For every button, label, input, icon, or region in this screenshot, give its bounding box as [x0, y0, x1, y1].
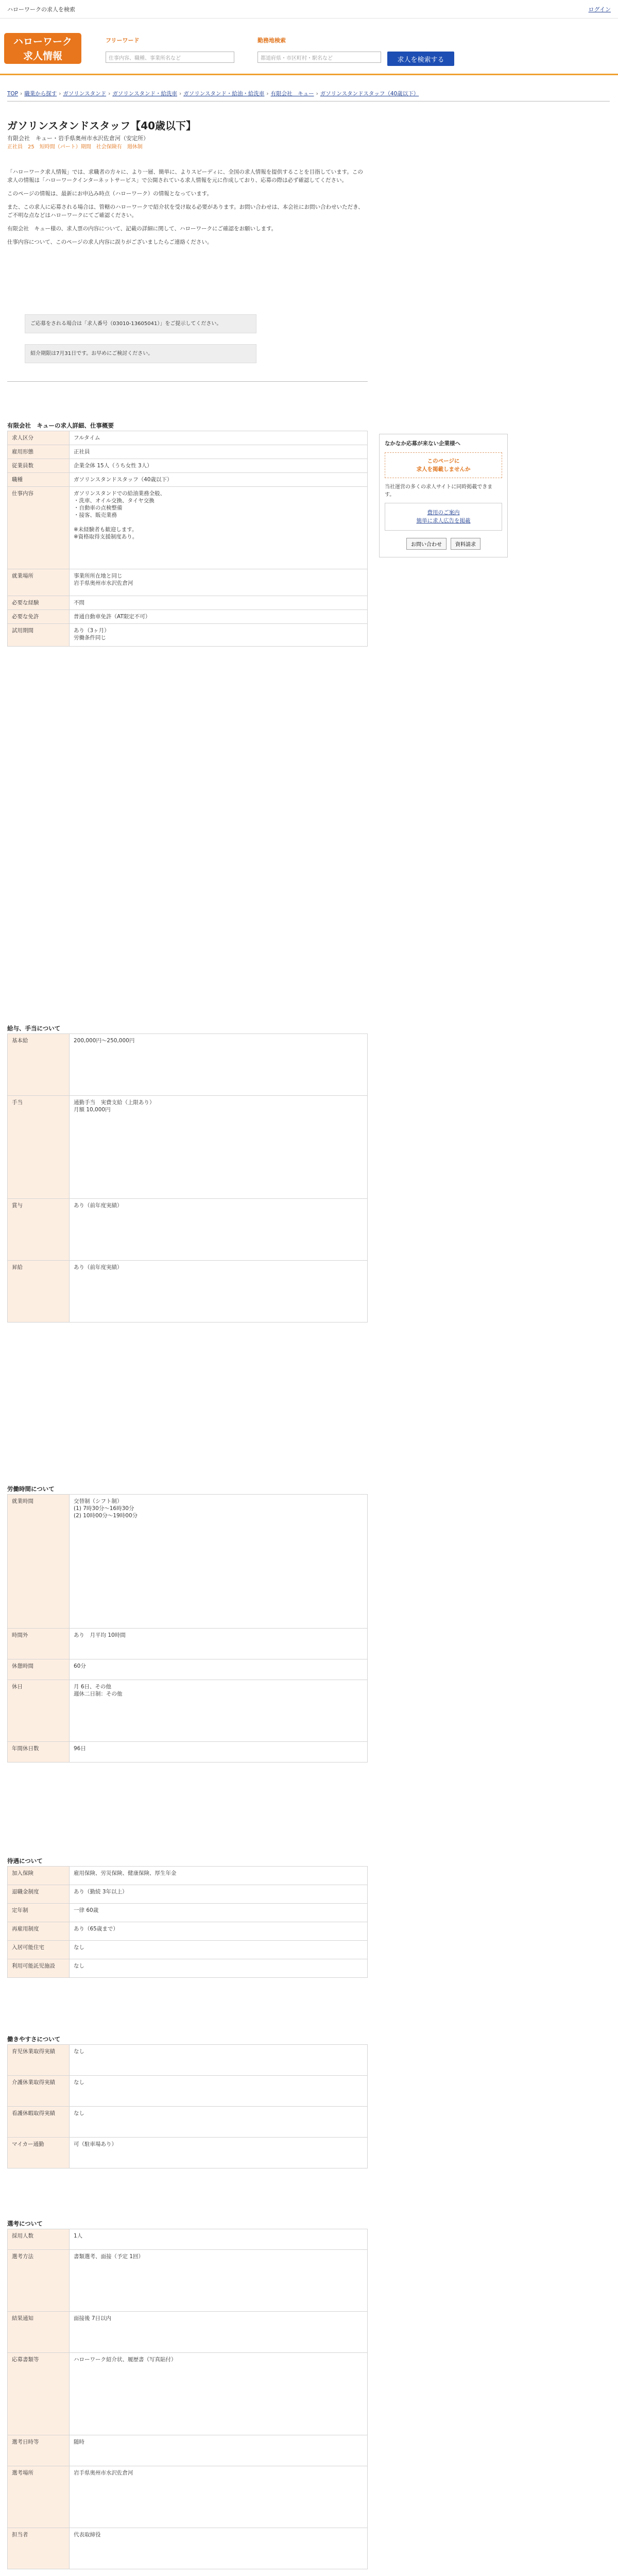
- row-label: 看護休暇取得実績: [8, 2107, 70, 2138]
- job-meta: 正社員 25 短時間（パート）期間 社会保険有 週休制: [7, 144, 143, 150]
- row-value: 岩手県奥州市水沢佐倉河: [70, 2466, 368, 2528]
- row-value: 事業所所在地と同じ 岩手県奥州市水沢佐倉河: [70, 569, 368, 596]
- breadcrumb-link[interactable]: ガソリンスタンド・給洗車: [112, 91, 177, 97]
- table-row: [8, 2229, 368, 2250]
- table-row: [8, 1261, 368, 1323]
- row-label: マイカー通勤: [8, 2138, 70, 2168]
- row-label: 雇用形態: [8, 445, 70, 459]
- row-label: 休日: [8, 1680, 70, 1742]
- section-title-3: 労働時間について: [7, 1485, 55, 1493]
- table-row: [8, 1742, 368, 1762]
- side-offer: このページに 求人を掲載しませんか: [385, 452, 502, 478]
- side-title: なかなか応募が来ない企業様へ: [385, 440, 460, 447]
- intro-paragraph: 「ハローワーク求人情報」では、求職者の方々に、より一層、簡単に、よりスピーディに、全国の求人情報を提供することを目指しています。この求人の情報は「ハローワークインターネットサービス」で公開されている求人情報を元に作成しており、応募の際は必ず確認してください。: [7, 169, 363, 183]
- row-label: 必要な免許: [8, 610, 70, 624]
- post-link[interactable]: 簡単に求人広告を掲載: [416, 518, 471, 524]
- breadcrumb-separator: ›: [179, 91, 182, 97]
- row-label: 昇給: [8, 1261, 70, 1323]
- row-label: 仕事内容: [8, 487, 70, 569]
- header: [0, 19, 618, 75]
- row-value: 可（駐車場あり）: [70, 2138, 368, 2168]
- breadcrumb-separator: ›: [108, 91, 111, 97]
- row-value: ガソリンスタンドスタッフ（40歳以下）: [70, 473, 368, 487]
- row-label: 手当: [8, 1096, 70, 1199]
- row-value: 通勤手当 実費支給（上限あり） 月額 10,000円: [70, 1096, 368, 1199]
- row-label: 定年制: [8, 1904, 70, 1922]
- table-row: [8, 1941, 368, 1959]
- breadcrumb-link[interactable]: 職業から探す: [24, 91, 57, 97]
- table-row: [8, 1034, 368, 1096]
- row-label: 選考日時等: [8, 2435, 70, 2466]
- table-row: [8, 2076, 368, 2107]
- row-label: 担当者: [8, 2528, 70, 2569]
- breadcrumb-link[interactable]: TOP: [7, 91, 19, 97]
- location-label: 勤務地検索: [258, 37, 286, 44]
- row-label: 必要な経験: [8, 596, 70, 610]
- row-label: 入居可能住宅: [8, 1941, 70, 1959]
- table-row: [8, 1495, 368, 1629]
- row-label: 時間外: [8, 1629, 70, 1659]
- section-title-5: 働きやすさについて: [7, 2036, 61, 2043]
- table-row: [8, 1199, 368, 1261]
- intro-text: [7, 168, 368, 251]
- row-label: 採用人数: [8, 2229, 70, 2250]
- table-row: [8, 1959, 368, 1978]
- table-row: [8, 2353, 368, 2435]
- table-row: [8, 2138, 368, 2168]
- section-title-6: 選考について: [7, 2220, 43, 2227]
- worklife-table: [7, 2044, 368, 2168]
- section-title-2: 給与、手当について: [7, 1025, 61, 1032]
- table-row: [8, 459, 368, 473]
- intro-paragraph: 有限会社 キュー様の、求人票の内容について、記載の詳細に関して、ハローワークにご確認をお願いします。: [7, 226, 277, 232]
- breadcrumb-separator: ›: [316, 91, 318, 97]
- table-row: [8, 2312, 368, 2353]
- keyword-input[interactable]: 仕事内容、職種、事業所名など: [106, 52, 234, 63]
- row-value: 月 6日、その他 週休二日制：その他: [70, 1680, 368, 1742]
- breadcrumb-link[interactable]: ガソリンスタンド・給油・給洗車: [183, 91, 265, 97]
- row-value: 書類選考、面接（予定 1回）: [70, 2250, 368, 2312]
- row-value: 不問: [70, 596, 368, 610]
- row-label: 求人区分: [8, 431, 70, 445]
- row-value: あり（65歳まで）: [70, 1922, 368, 1941]
- selection-table: [7, 2229, 368, 2569]
- row-value: 企業全体 15人（うち女性 3人）: [70, 459, 368, 473]
- row-label: 加入保険: [8, 1867, 70, 1885]
- row-value: あり（前年度実績）: [70, 1199, 368, 1261]
- side-links: [385, 503, 502, 531]
- table-row: [8, 2045, 368, 2076]
- table-row: [8, 1629, 368, 1659]
- table-row: [8, 445, 368, 459]
- row-value: 面接後 7日以内: [70, 2312, 368, 2353]
- table-row: [8, 2250, 368, 2312]
- table-row: [8, 2528, 368, 2569]
- logo-line1: ハローワーク: [13, 36, 72, 47]
- row-label: 試用期間: [8, 624, 70, 647]
- row-label: 従業員数: [8, 459, 70, 473]
- row-value: なし: [70, 2076, 368, 2107]
- deadline-note: 紹介期限は7月31日です。お早めにご検討ください。: [25, 344, 256, 363]
- section-title-4: 待遇について: [7, 1857, 43, 1865]
- table-row: [8, 473, 368, 487]
- breadcrumb-link[interactable]: 有限会社 キュー: [270, 91, 314, 97]
- row-label: 育児休業取得実績: [8, 2045, 70, 2076]
- row-label: 基本給: [8, 1034, 70, 1096]
- intro-paragraph: また、この求人に応募される場合は、管轄のハローワークで紹介状を受け取る必要があります。お問い合わせは、本会社にお問い合わせいただき、ご不明な点などはハローワークにてご確認ください。: [7, 204, 364, 218]
- table-row: [8, 431, 368, 445]
- row-value: 60分: [70, 1659, 368, 1680]
- job-table: [7, 431, 368, 647]
- row-value: なし: [70, 1959, 368, 1978]
- row-value: 代表取締役: [70, 2528, 368, 2569]
- row-label: 介護休業取得実績: [8, 2076, 70, 2107]
- row-value: なし: [70, 2107, 368, 2138]
- row-label: 退職金制度: [8, 1885, 70, 1904]
- table-row: [8, 610, 368, 624]
- table-row: [8, 1680, 368, 1742]
- breadcrumb-separator: ›: [20, 91, 23, 97]
- logo-line2: 求人情報: [23, 50, 62, 62]
- row-label: 賞与: [8, 1199, 70, 1261]
- breadcrumb-separator: ›: [266, 91, 269, 97]
- intro-paragraph: このページの情報は、最新にお申込み時点（ハローワーク）の情報となっています。: [7, 191, 212, 197]
- row-label: 応募書類等: [8, 2353, 70, 2435]
- breadcrumb-separator: ›: [59, 91, 61, 97]
- row-value: 正社員: [70, 445, 368, 459]
- breadcrumb: [7, 90, 522, 97]
- row-value: あり（勤続 3年以上）: [70, 1885, 368, 1904]
- benefits-table: [7, 1866, 368, 1978]
- search-button[interactable]: 求人を検索する: [387, 52, 454, 66]
- section-title-1: 有限会社 キューの求人詳細、仕事概要: [7, 422, 114, 429]
- site-title: ハローワークの求人を検索: [7, 6, 75, 13]
- row-value: あり（前年度実績）: [70, 1261, 368, 1323]
- login-link[interactable]: ログイン: [588, 6, 611, 13]
- salary-table: [7, 1033, 368, 1323]
- fee-link[interactable]: 費用のご案内: [427, 510, 460, 516]
- row-value: 雇用保険、労災保険、健康保険、厚生年金: [70, 1867, 368, 1885]
- row-value: 随時: [70, 2435, 368, 2466]
- hours-table: [7, 1494, 368, 1762]
- row-label: 再雇用制度: [8, 1922, 70, 1941]
- top-bar: [0, 0, 618, 19]
- table-row: [8, 2466, 368, 2528]
- breadcrumb-link[interactable]: ガソリンスタンド: [63, 91, 107, 97]
- table-row: [8, 1904, 368, 1922]
- table-row: [8, 487, 368, 569]
- table-row: [8, 1885, 368, 1904]
- divider: [7, 381, 368, 382]
- row-label: 選考方法: [8, 2250, 70, 2312]
- table-row: [8, 1867, 368, 1885]
- table-row: [8, 569, 368, 596]
- page-title: ガソリンスタンドスタッフ【40歳以下】: [7, 120, 197, 132]
- row-value: あり 月平均 10時間: [70, 1629, 368, 1659]
- row-label: 年間休日数: [8, 1742, 70, 1762]
- logo[interactable]: [4, 33, 81, 64]
- side-buttons: [385, 538, 502, 550]
- row-value: 一律 60歳: [70, 1904, 368, 1922]
- table-row: [8, 1096, 368, 1199]
- row-label: 就業場所: [8, 569, 70, 596]
- table-row: [8, 596, 368, 610]
- breadcrumb-link[interactable]: ガソリンスタンドスタッフ（40歳以下）: [320, 91, 419, 97]
- row-value: 普通自動車免許（AT限定不可）: [70, 610, 368, 624]
- keyword-label: フリーワード: [106, 37, 140, 44]
- table-row: [8, 2435, 368, 2466]
- company-name: 有限会社 キュー・岩手県奥州市水沢佐倉河（安定所）: [7, 135, 149, 142]
- side-ad: [379, 434, 508, 557]
- row-value: 200,000円〜250,000円: [70, 1034, 368, 1096]
- row-value: ハローワーク紹介状、履歴書（写真貼付）: [70, 2353, 368, 2435]
- row-value: フルタイム: [70, 431, 368, 445]
- intro-paragraph: 仕事内容について、このページの求人内容に誤りがございましたらご連絡ください。: [7, 239, 213, 245]
- row-value: ガソリンスタンドでの給油業務全般、 ・洗車、オイル交換、タイヤ交換 ・自動車の点検整備 ・接客、販売業務 ※未経験者も歓迎します。 ※資格取得支援制度あり。: [70, 487, 368, 569]
- row-label: 結果通知: [8, 2312, 70, 2353]
- row-value: 96日: [70, 1742, 368, 1762]
- table-row: [8, 1659, 368, 1680]
- row-value: なし: [70, 1941, 368, 1959]
- row-label: 休憩時間: [8, 1659, 70, 1680]
- row-value: 交替制（シフト制） (1) 7時30分〜16時30分 (2) 10時00分〜19時00分: [70, 1495, 368, 1629]
- row-label: 就業時間: [8, 1495, 70, 1629]
- apply-note: ご応募をされる場合は「求人番号（03010-13605041）」をご提示してください。: [25, 314, 256, 333]
- row-label: 利用可能託児施設: [8, 1959, 70, 1978]
- row-label: 職種: [8, 473, 70, 487]
- table-row: [8, 1922, 368, 1941]
- request-button[interactable]: 資料請求: [451, 538, 480, 550]
- table-row: [8, 624, 368, 647]
- row-value: あり（3ヶ月） 労働条件同じ: [70, 624, 368, 647]
- location-input[interactable]: 都道府県・市区町村・駅名など: [258, 52, 381, 63]
- table-row: [8, 2107, 368, 2138]
- row-value: なし: [70, 2045, 368, 2076]
- contact-button[interactable]: お問い合わせ: [406, 538, 447, 550]
- row-value: 1人: [70, 2229, 368, 2250]
- side-body: 当社運営の多くの求人サイトに同時掲載できます。: [385, 484, 493, 498]
- row-label: 選考場所: [8, 2466, 70, 2528]
